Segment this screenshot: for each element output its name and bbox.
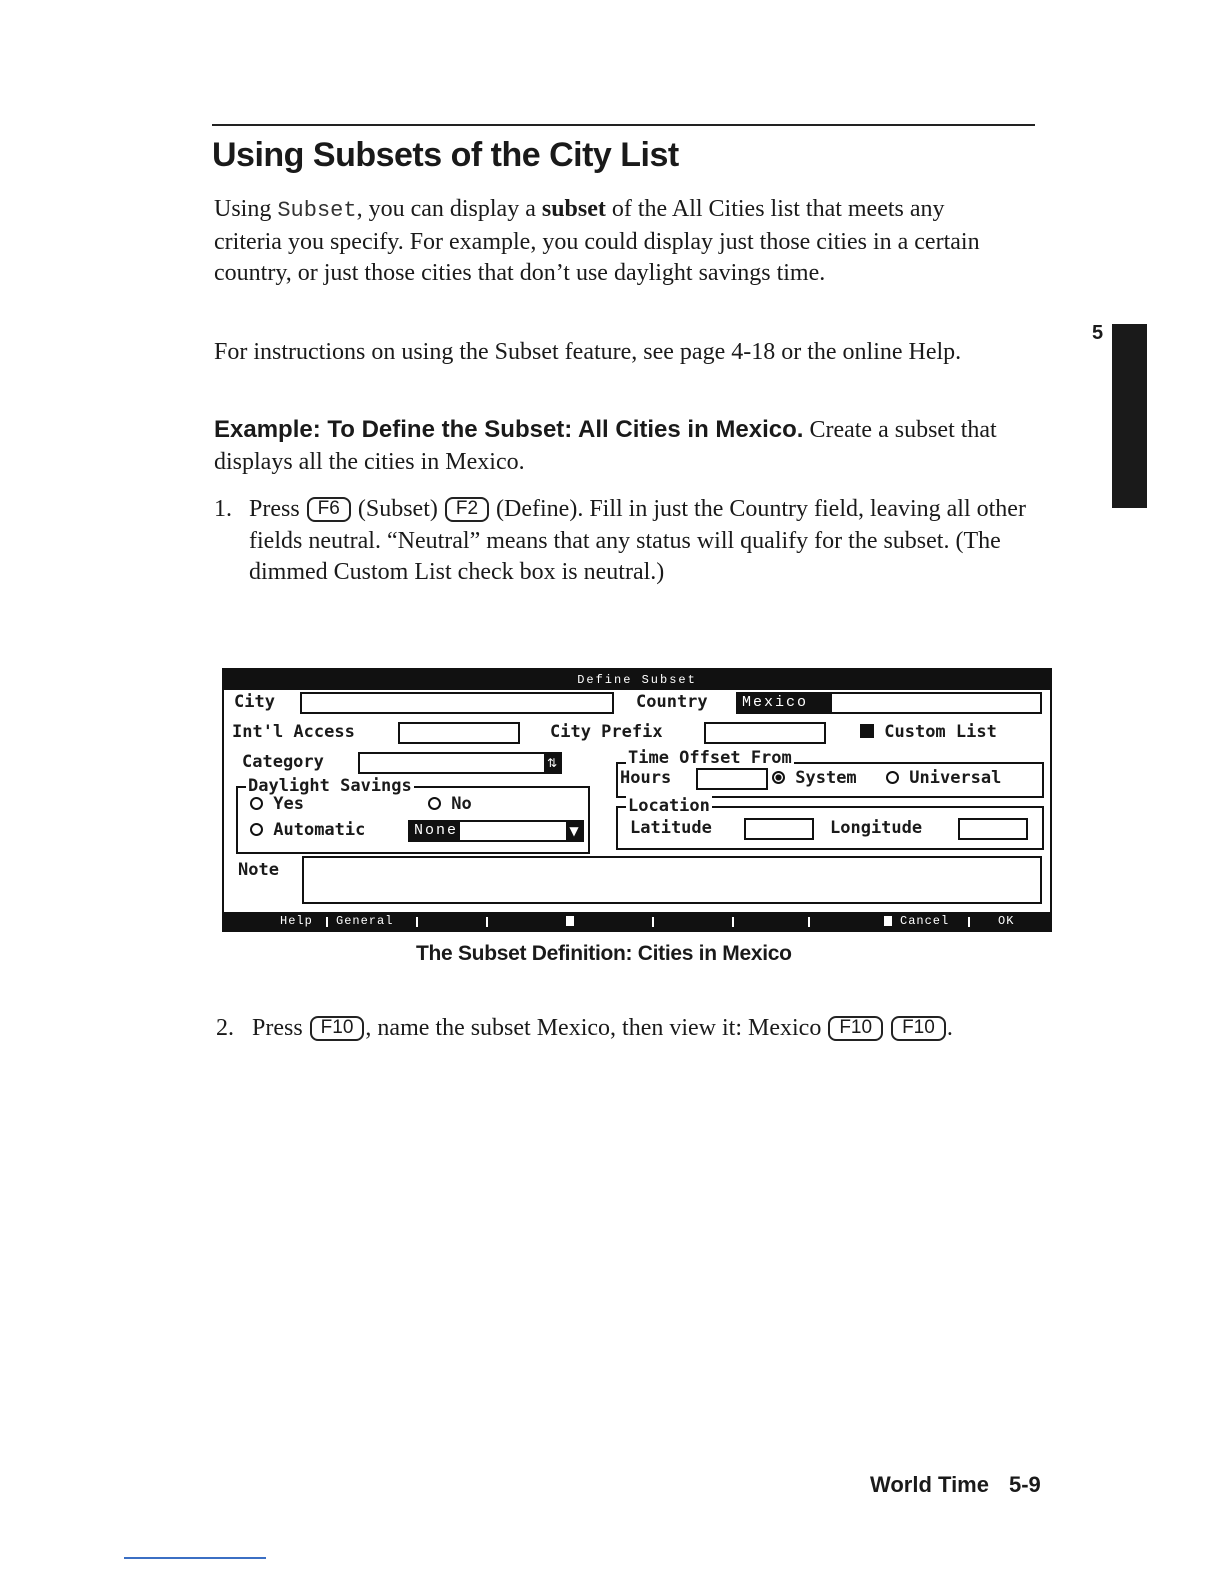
system-radio[interactable] bbox=[772, 768, 857, 788]
cancel-key-label[interactable]: Cancel bbox=[900, 914, 950, 928]
top-rule bbox=[212, 124, 1035, 126]
city-label: City bbox=[234, 692, 275, 712]
key-block bbox=[566, 916, 574, 926]
ok-key-label[interactable]: OK bbox=[998, 914, 1015, 928]
key-separator bbox=[968, 917, 970, 927]
daylight-no-radio[interactable] bbox=[428, 794, 472, 814]
subset-term: subset bbox=[541, 196, 606, 222]
intl-access-input[interactable] bbox=[398, 722, 520, 744]
function-key-bar bbox=[224, 912, 1050, 930]
subset-command: Subset bbox=[277, 198, 357, 223]
time-offset-title: Time Offset From bbox=[628, 748, 792, 768]
f6-key: F6 bbox=[307, 497, 351, 522]
universal-radio[interactable] bbox=[886, 768, 1001, 788]
category-label: Category bbox=[242, 752, 324, 772]
key-separator bbox=[416, 917, 418, 927]
longitude-input[interactable] bbox=[958, 818, 1028, 840]
latitude-label: Latitude bbox=[630, 818, 712, 838]
yes-label: Yes bbox=[273, 794, 304, 814]
chapter-tab-marker bbox=[1112, 324, 1147, 508]
daylight-yes-radio[interactable] bbox=[250, 794, 304, 814]
bottom-rule bbox=[124, 1557, 266, 1559]
intl-access-label: Int'l Access bbox=[232, 722, 355, 742]
f10-key: F10 bbox=[891, 1016, 946, 1041]
figure-caption: The Subset Definition: Cities in Mexico bbox=[416, 942, 792, 965]
daylight-automatic-radio[interactable] bbox=[250, 820, 365, 840]
key-separator bbox=[732, 917, 734, 927]
step-2-number: 2. bbox=[216, 1015, 234, 1041]
dialog-title: Define Subset bbox=[224, 670, 1050, 690]
country-value: Mexico bbox=[738, 694, 832, 712]
automatic-value: None bbox=[410, 822, 460, 840]
example-title: Example: To Define the Subset: All Cities in Mexico. bbox=[214, 416, 804, 443]
f10-key: F10 bbox=[828, 1016, 883, 1041]
key-separator bbox=[808, 917, 810, 927]
radio-icon bbox=[428, 797, 441, 810]
category-select[interactable] bbox=[358, 752, 562, 774]
country-label: Country bbox=[636, 692, 708, 712]
instructions-paragraph: For instructions on using the Subset feature, see page 4-18 or the online Help. bbox=[214, 339, 962, 365]
key-separator bbox=[326, 917, 328, 927]
chevron-down-icon[interactable]: ▼ bbox=[566, 822, 582, 840]
checkbox-icon bbox=[860, 724, 874, 738]
key-block bbox=[884, 916, 892, 926]
hours-label: Hours bbox=[620, 768, 672, 788]
note-label: Note bbox=[238, 860, 279, 880]
universal-label: Universal bbox=[909, 768, 1002, 788]
example-paragraph: Example: To Define the Subset: All Cities in Mexico. Create a subset that displays all the cities in Mexico. bbox=[214, 416, 997, 475]
no-label: No bbox=[451, 794, 472, 814]
step-1-text: Press F6 (Subset) F2 (Define). Fill in just the Country field, leaving all other fields neutral. “Neutral” means that any status will qualify for the subset. (The dimmed Custom List check box is neutral.) bbox=[249, 496, 1026, 585]
chapter-tab-number: 5 bbox=[1092, 322, 1104, 344]
location-title: Location bbox=[628, 796, 710, 816]
automatic-select[interactable] bbox=[408, 820, 584, 842]
latitude-input[interactable] bbox=[744, 818, 814, 840]
f10-key: F10 bbox=[310, 1016, 365, 1041]
help-key-label[interactable]: Help bbox=[280, 914, 313, 928]
radio-icon bbox=[886, 771, 899, 784]
country-input[interactable] bbox=[736, 692, 1042, 714]
key-separator bbox=[486, 917, 488, 927]
step-1-number: 1. bbox=[214, 496, 232, 522]
custom-list-label: Custom List bbox=[884, 722, 997, 742]
f2-key: F2 bbox=[445, 497, 489, 522]
note-input[interactable] bbox=[302, 856, 1042, 904]
longitude-label: Longitude bbox=[830, 818, 923, 838]
hours-input[interactable] bbox=[696, 768, 768, 790]
city-input[interactable] bbox=[300, 692, 614, 714]
radio-icon bbox=[250, 797, 263, 810]
system-label: System bbox=[795, 768, 857, 788]
page-number: 5-9 bbox=[1008, 1472, 1041, 1497]
general-key-label[interactable]: General bbox=[336, 914, 394, 928]
define-subset-dialog bbox=[222, 668, 1052, 932]
updown-icon[interactable]: ⇅ bbox=[544, 754, 560, 772]
custom-list-checkbox[interactable] bbox=[860, 722, 997, 742]
intro-paragraph: Using Subset, you can display a subset of the All Cities list that meets any criteria you specify. For example, you could display just those cities in a certain country, or just those cities that don’t use daylight savings time. bbox=[214, 196, 980, 286]
radio-icon bbox=[772, 771, 785, 784]
city-prefix-label: City Prefix bbox=[550, 722, 663, 742]
daylight-savings-title: Daylight Savings bbox=[248, 776, 412, 796]
city-prefix-input[interactable] bbox=[704, 722, 826, 744]
page-title: Using Subsets of the City List bbox=[212, 136, 679, 174]
radio-icon bbox=[250, 823, 263, 836]
footer-section: World Time bbox=[870, 1472, 989, 1497]
automatic-label: Automatic bbox=[273, 820, 366, 840]
key-separator bbox=[652, 917, 654, 927]
page-footer bbox=[870, 1472, 1041, 1498]
step-2-text: Press F10 , name the subset Mexico, then view it: Mexico F10 F10 . bbox=[252, 1015, 953, 1041]
